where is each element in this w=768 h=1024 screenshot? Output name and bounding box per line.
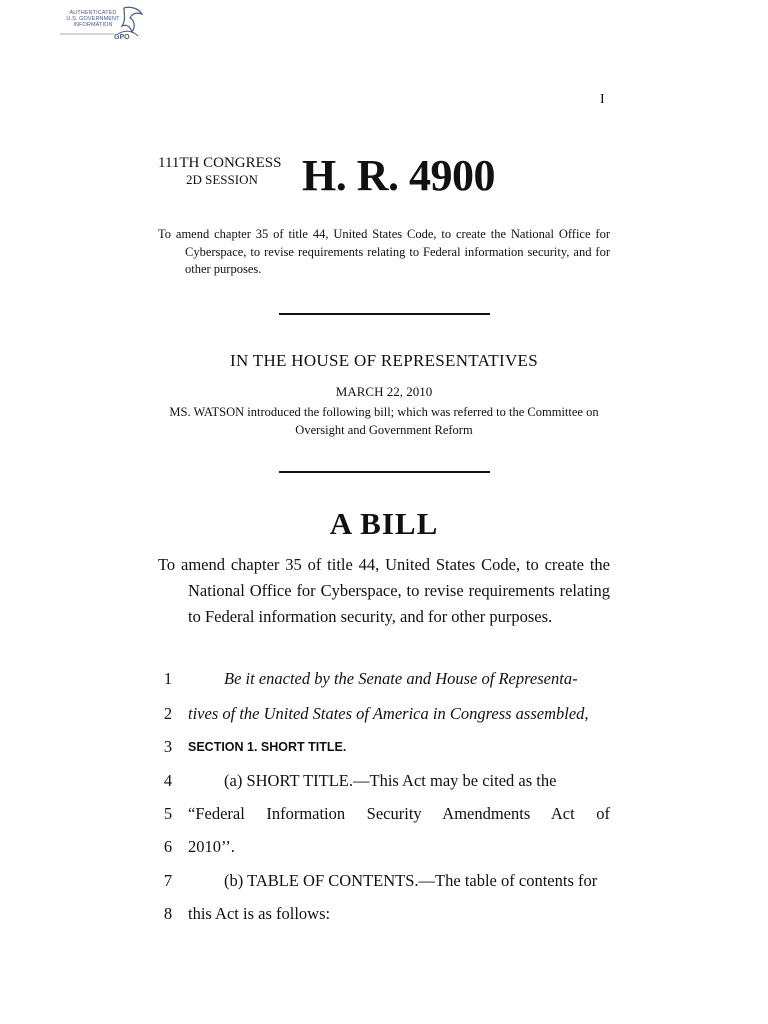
line-number: 6 [163,837,173,856]
line-number: 7 [163,871,173,890]
line-text: this Act is as follows: [188,904,331,923]
seal-text-line: AUTHENTICATED [69,10,117,16]
bill-line [158,769,610,793]
bill-line [158,667,610,691]
seal-text-line: INFORMATION [73,22,113,28]
eagle-icon [58,4,148,48]
line-text: “Federal Information Security Amendments Act of [188,804,610,823]
gpo-authentication-seal [58,4,148,48]
bill-heading: A BILL [329,506,439,541]
line-number: 2 [163,704,173,723]
line-number: 1 [163,669,173,688]
introduction-date: MARCH 22, 2010 [335,384,433,399]
divider-rule [279,471,490,473]
line-text: (a) SHORT TITLE.—This Act may be cited as the [224,771,557,790]
line-text: (b) TABLE OF CONTENTS.—The table of contents for [224,871,598,890]
gpo-mark: GPO [114,34,130,41]
congress-label: 111TH CONGRESS [158,155,282,171]
line-text: Be it enacted by the Senate and House of Representa- [224,669,578,688]
line-number: 4 [163,771,173,790]
line-number: 5 [163,804,173,823]
line-number: 8 [163,904,173,923]
chamber-heading: IN THE HOUSE OF REPRESENTATIVES [230,351,538,370]
bill-line [158,869,610,893]
line-number: 3 [163,737,173,756]
bill-line [158,702,610,726]
bill-number: H. R. 4900 [302,151,495,200]
line-text: 2010’’. [188,837,235,856]
bill-line [158,835,610,859]
bill-line [158,802,610,826]
purpose-summary: To amend chapter 35 of title 44, United States Code, to create the National Office for Cyberspace, to revise requirements relating to Federal information security, and for other purposes. [158,227,610,276]
bill-purpose: To amend chapter 35 of title 44, United States Code, to create the National Office for Cyberspace, to revise requirements relating to Federal information security, and for other purposes. [158,555,610,626]
section-heading: SECTION 1. SHORT TITLE. [188,740,347,754]
version-mark: I [600,92,605,107]
bill-line [158,735,610,759]
session-label: 2D SESSION [186,172,258,187]
seal-text-line: U.S. GOVERNMENT [66,16,120,22]
divider-rule [279,313,490,315]
line-text: tives of the United States of America in Congress assembled, [188,704,589,723]
bill-line [158,902,610,926]
introduction-statement: MS. WATSON introduced the following bill; which was referred to the Committee on Oversight and Government Reform [169,405,599,437]
